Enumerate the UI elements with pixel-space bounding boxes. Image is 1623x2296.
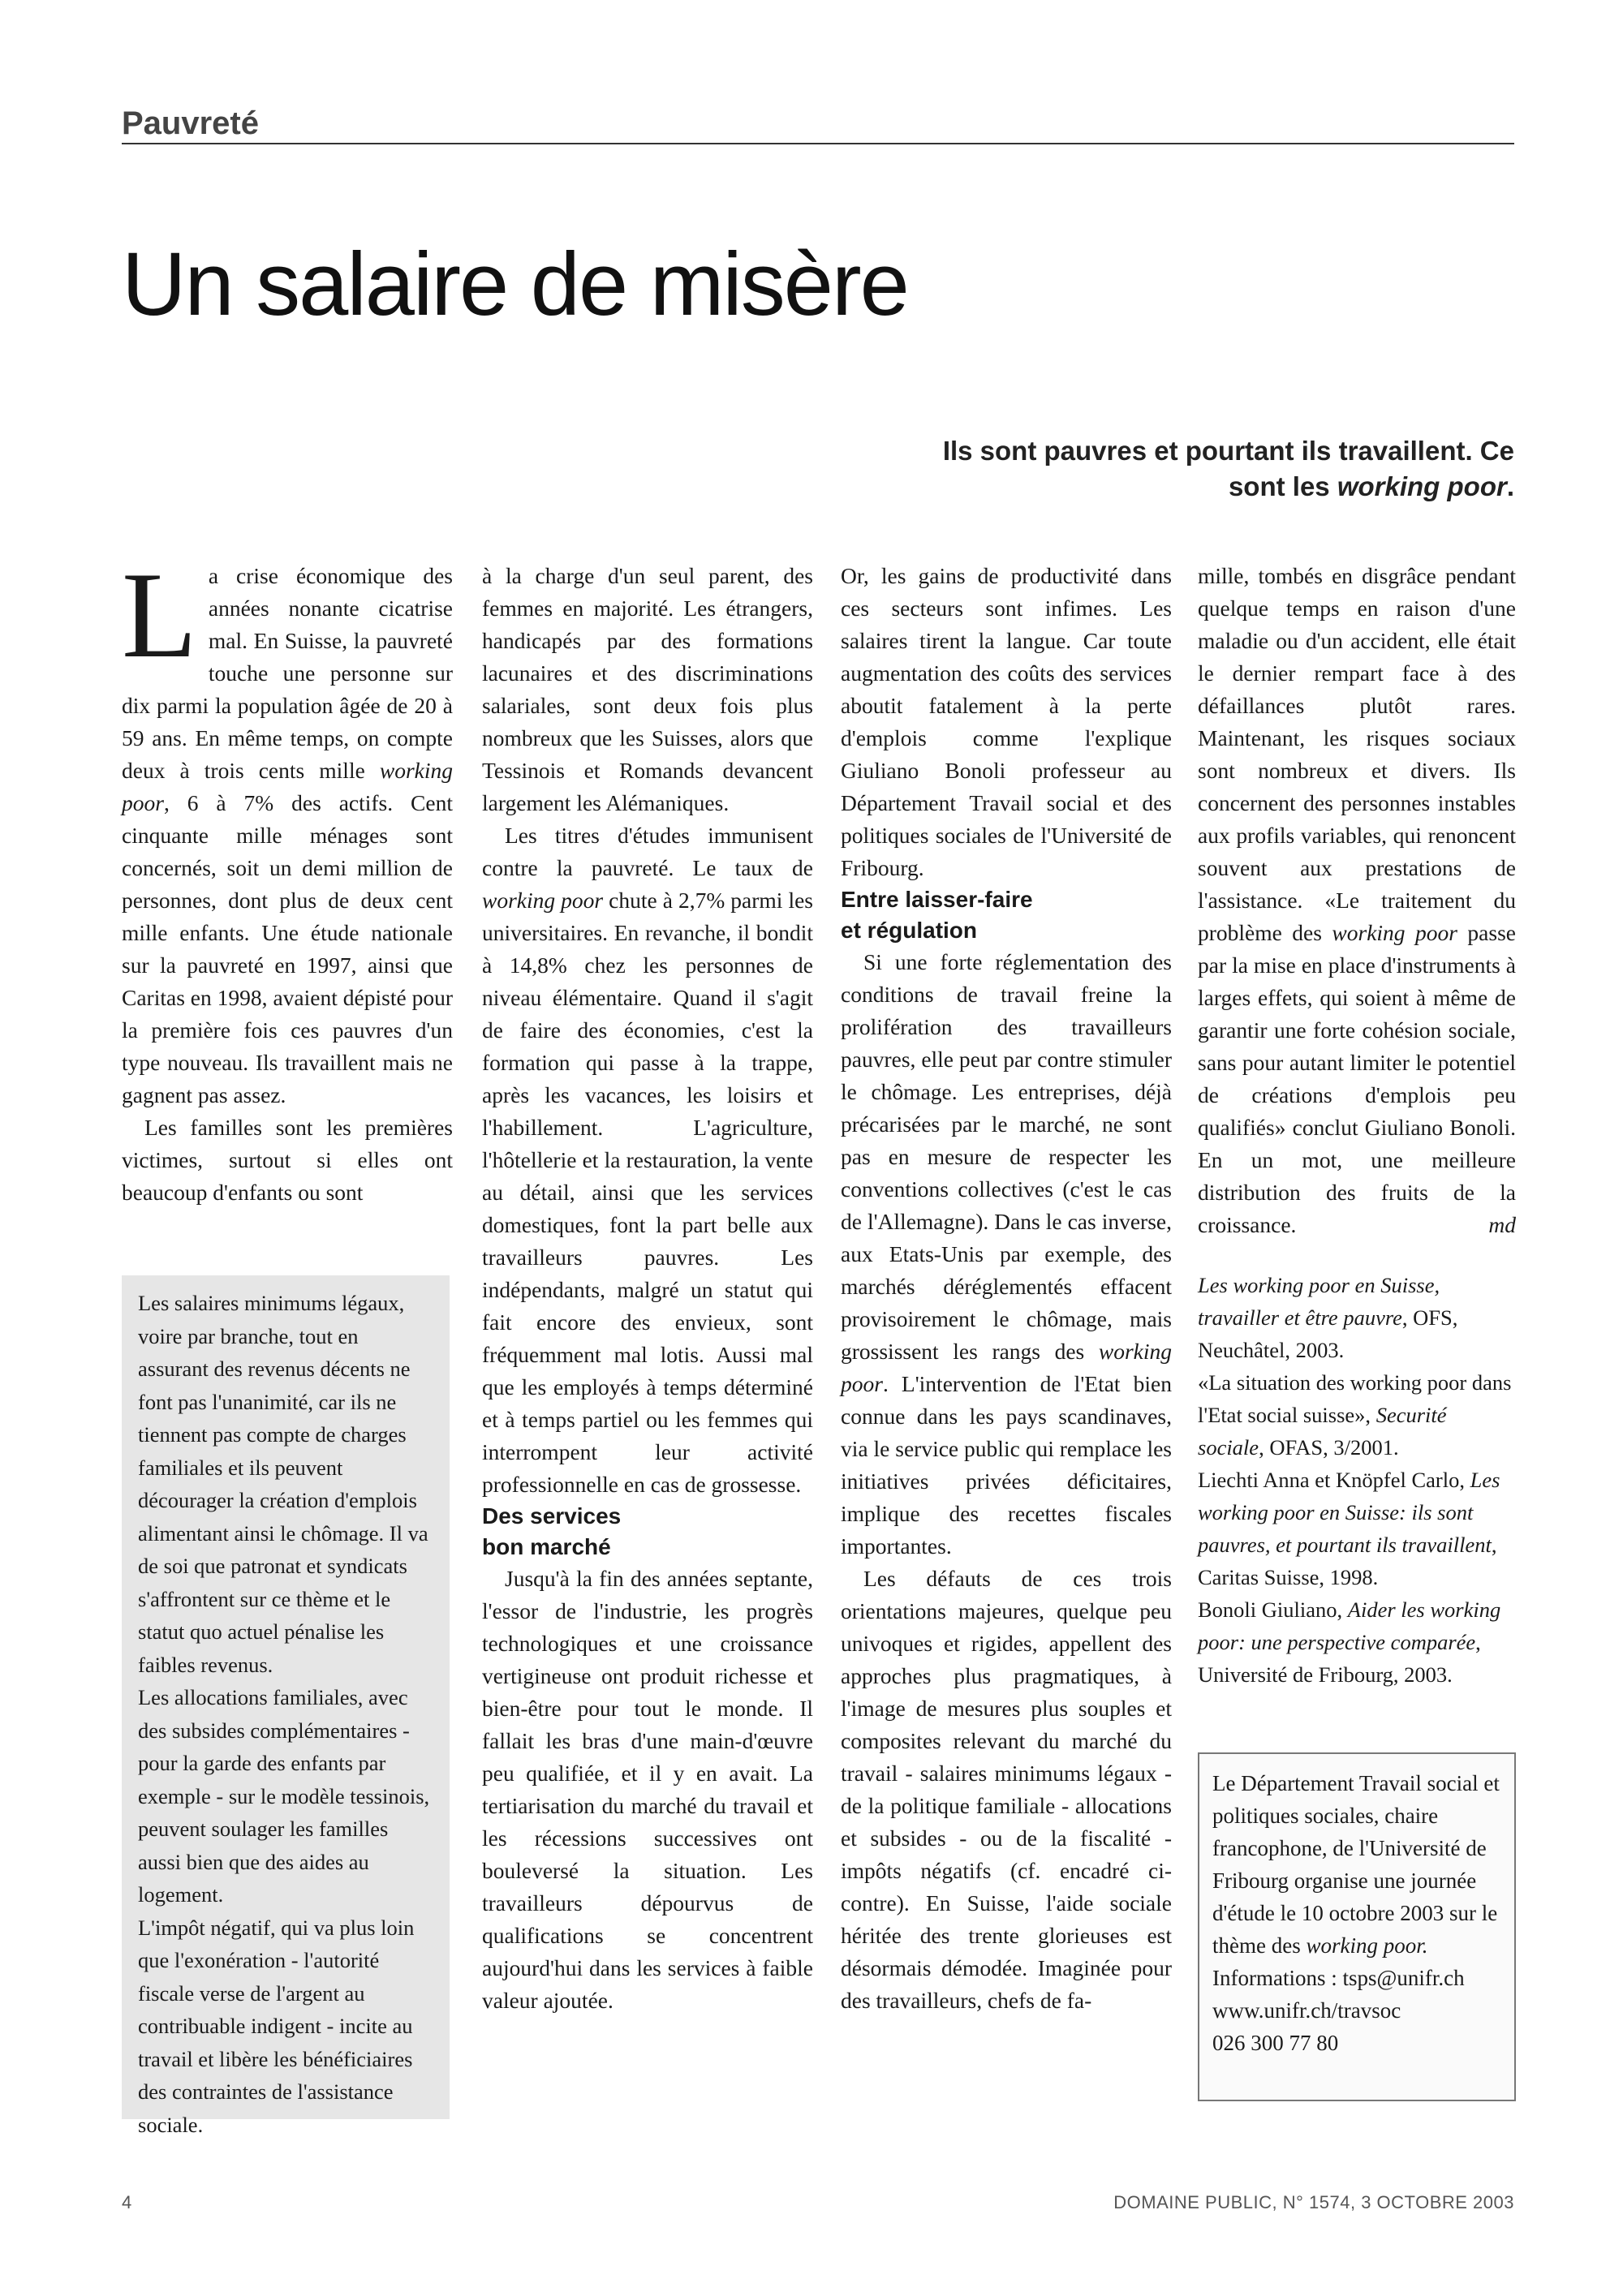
paragraph bbox=[1198, 560, 1516, 1241]
lead-emphasis: working poor bbox=[1337, 471, 1507, 501]
reference-text: «La situation des working poor dans l'Etat social suisse», bbox=[1198, 1370, 1512, 1427]
paragraph-emphasis: working poor bbox=[841, 1339, 1172, 1396]
paragraph: Les défauts de ces trois orientations majeures, quelque peu univoques et rigides, appellent des approches plus pragmatiques, à l'image de mesures plus souples et composites relevant du marché du travail - salaires minimums légaux - de la politique familiale - allocations et subsides - ou de la fiscalité - impôts négatifs (cf. encadré ci-contre). En Suisse, l'aide sociale héritée des trente glorieuses est désormais démodée. Imaginée pour des travailleurs, chefs de fa- bbox=[841, 1566, 1172, 2013]
references-list bbox=[1198, 1269, 1516, 1691]
info-url[interactable]: www.unifr.ch/travsoc bbox=[1212, 1998, 1401, 2023]
subheading-line: Des services bbox=[482, 1503, 622, 1529]
paragraph-text: mille, tombés en disgrâce pendant quelque temps en raison d'une maladie ou d'un accident, elle était le dernier rempart face à des défaillances plutôt rares. Maintenant, les risques sociaux sont nombreux et divers. Ils concernent des personnes instables aux profils variables, qui renoncent souvent aux prestations de l'assistance. «Le traitement du problème des bbox=[1198, 563, 1516, 945]
reference-item bbox=[1198, 1366, 1516, 1464]
info-contact[interactable]: Informations : tsps@unifr.ch bbox=[1212, 1966, 1465, 1990]
reference-item bbox=[1198, 1593, 1516, 1691]
article-column-1 bbox=[122, 547, 453, 1209]
reference-title: Securité sociale bbox=[1198, 1403, 1447, 1460]
page-number: 4 bbox=[122, 2192, 132, 2212]
paragraph: Les familles sont les premières victimes, surtout si elles ont beaucoup d'enfants ou sont bbox=[122, 1115, 453, 1205]
reference-item bbox=[1198, 1464, 1516, 1593]
article-lead bbox=[881, 433, 1514, 505]
paragraph-text: Les titres d'études immunisent contre la pauvreté. Le taux de bbox=[482, 823, 813, 880]
reference-text: Liechti Anna et Knöpfel Carlo, bbox=[1198, 1468, 1470, 1492]
subheading bbox=[482, 1501, 813, 1563]
sidebar-paragraph: Les salaires minimums légaux, voire par branche, tout en assurant des revenus décents ne font pas l'unanimité, car ils ne tiennent pas compte de charges familiales et ils peuvent décourager la création d'emplois alimentant ainsi le chômage. Il va de soi que patronat et syndicats s'affrontent sur ce thème et le statut quo actuel pénalise les faibles revenus. bbox=[138, 1291, 428, 1677]
article-column-3 bbox=[841, 560, 1172, 2017]
drop-cap: L bbox=[122, 547, 197, 683]
info-phone: 026 300 77 80 bbox=[1212, 2031, 1339, 2055]
rubric-label: Pauvreté bbox=[122, 105, 259, 141]
paragraph bbox=[841, 946, 1172, 1563]
section-rubric bbox=[122, 104, 1514, 144]
paragraph-text: . L'intervention de l'Etat bien connue dans les pays scandinaves, via le service public qui remplace les initiatives privées déficitaires, implique des recettes fiscales importantes. bbox=[841, 1371, 1172, 1559]
article-column-4 bbox=[1198, 560, 1516, 1691]
reference-title: Les working poor en Suisse, travailler et être pauvre bbox=[1198, 1273, 1440, 1330]
subheading-line: Entre laisser-faire bbox=[841, 887, 1033, 912]
reference-text: , Université de Fribourg, 2003. bbox=[1198, 1630, 1481, 1687]
paragraph bbox=[122, 547, 453, 1111]
article-column-2 bbox=[482, 560, 813, 2017]
paragraph-emphasis: working poor bbox=[482, 888, 604, 913]
lead-end: . bbox=[1506, 471, 1514, 501]
article-title: Un salaire de misère bbox=[122, 234, 908, 334]
reference-text: , Caritas Suisse, 1998. bbox=[1198, 1533, 1497, 1589]
paragraph bbox=[482, 819, 813, 1501]
author-signature: md bbox=[1488, 1212, 1516, 1237]
info-description: Le Département Travail social et politiques sociales, chaire francophone, de l'Université de Fribourg organise une journée d'étude le 10 octobre 2003 sur le thème des bbox=[1212, 1771, 1500, 1958]
subheading-line: et régulation bbox=[841, 918, 978, 943]
subheading-line: bon marché bbox=[482, 1534, 611, 1559]
paragraph: Or, les gains de productivité dans ces secteurs sont infimes. Les salaires tirent la langue. Car toute augmentation des coûts des services aboutit fatalement à la perte d'emplois comme l'explique Giuliano Bonoli professeur au Département Travail social et des politiques sociales de l'Université de Fribourg. bbox=[841, 563, 1172, 880]
reference-title: Aider les working poor: une perspective comparée bbox=[1198, 1597, 1501, 1654]
sidebar-paragraph: Les allocations familiales, avec des subsides complémentaires - pour la garde des enfants par exemple - sur le modèle tessinois, peuvent soulager les familles aussi bien que des aides au logement. bbox=[138, 1685, 430, 1907]
info-emphasis: working poor. bbox=[1306, 1933, 1428, 1958]
reference-text: Bonoli Giuliano, bbox=[1198, 1597, 1348, 1622]
info-text bbox=[1212, 1767, 1501, 1962]
reference-text: , OFAS, 3/2001. bbox=[1259, 1435, 1399, 1460]
publication-info: DOMAINE PUBLIC, N° 1574, 3 OCTOBRE 2003 bbox=[1113, 2192, 1514, 2212]
subheading bbox=[841, 884, 1172, 946]
paragraph-text: passe par la mise en place d'instruments à larges effets, qui soient à même de garantir une forte cohésion sociale, sans pour autant limiter le potentiel de créations d'emplois peu qualifiés» conclut Giuliano Bonoli. En un mot, une meilleure distribution des fruits de la croissance. bbox=[1198, 920, 1516, 1237]
sidebar-box bbox=[122, 1275, 450, 2137]
reference-title: Les working poor en Suisse: ils sont pauvres, et pourtant ils travaillent bbox=[1198, 1468, 1500, 1557]
paragraph-emphasis: working poor bbox=[122, 758, 453, 815]
paragraph: à la charge d'un seul parent, des femmes en majorité. Les étrangers, handicapés par des formations lacunaires et des discriminations salariales, sont deux fois plus nombreux que les Suisses, alors que Tessinois et Romands devancent largement les Alémaniques. bbox=[482, 563, 813, 815]
reference-item bbox=[1198, 1269, 1516, 1366]
paragraph-text: chute à 2,7% parmi les universitaires. En revanche, il bondit à 14,8% chez les personnes de niveau élémentaire. Quand il s'agit de faire des économies, c'est la formation qui passe à la trappe, après les vacances, les loisirs et l'habillement. L'agriculture, l'hôtellerie et la restauration, la vente au détail, ainsi que les services domestiques, font la part belle aux travailleurs pauvres. Les indépendants, malgré un statut qui fait encore des envieux, sont fréquemment mal lotis. Aussi mal que les employés à temps déterminé et à temps partiel ou les femmes qui interrompent leur activité professionnelle en cas de grossesse. bbox=[482, 888, 814, 1497]
paragraph: Jusqu'à la fin des années septante, l'essor de l'industrie, les progrès technologiques et une croissance vertigineuse ont produit richesse et bien-être pour tout le monde. Il fallait les bras d'une main-d'œuvre peu qualifiée, et il y en avait. La tertiarisation du marché du travail et les récessions successives ont bouleversé la situation. Les travailleurs dépourvus de qualifications se concentrent aujourd'hui dans les services à faible valeur ajoutée. bbox=[482, 1566, 813, 2013]
paragraph-emphasis: working poor bbox=[1332, 920, 1457, 945]
paragraph-text: a crise économique des années nonante cicatrise mal. En Suisse, la pauvreté touche une personne sur dix parmi la population âgée de 20 à 59 ans. En même temps, on compte deux à trois cents mille bbox=[122, 563, 453, 783]
paragraph-text: , 6 à 7% des actifs. Cent cinquante mille ménages sont concernés, soit un demi million de personnes, dont plus de deux cent mille enfants. Une étude nationale sur la pauvreté en 1997, ainsi que Caritas en 1998, avaient dépisté pour la première fois ces pauvres d'un type nouveau. Ils travaillent mais ne gagnent pas assez. bbox=[122, 790, 453, 1107]
event-info-box bbox=[1198, 1752, 1516, 2101]
sidebar-paragraph: L'impôt négatif, qui va plus loin que l'exonération - l'autorité fiscale verse de l'argent au contribuable indigent - incite au travail et libère les bénéficiaires des contraintes de l'assistance sociale. bbox=[138, 1915, 415, 2137]
paragraph-text: Si une forte réglementation des conditions de travail freine la prolifération des travailleurs pauvres, elle peut par contre stimuler le chômage. Les entreprises, déjà précarisées par le marché, ne sont pas en mesure de respecter les conventions collectives (c'est le cas de l'Allemagne). Dans le cas inverse, aux Etats-Unis par exemple, des marchés déréglementés effacent provisoirement le chômage, mais grossissent les rangs des bbox=[841, 949, 1172, 1364]
lead-text: Ils sont pauvres et pourtant ils travaillent. Ce sont les bbox=[942, 436, 1514, 501]
reference-text: , OFS, Neuchâtel, 2003. bbox=[1198, 1305, 1458, 1362]
